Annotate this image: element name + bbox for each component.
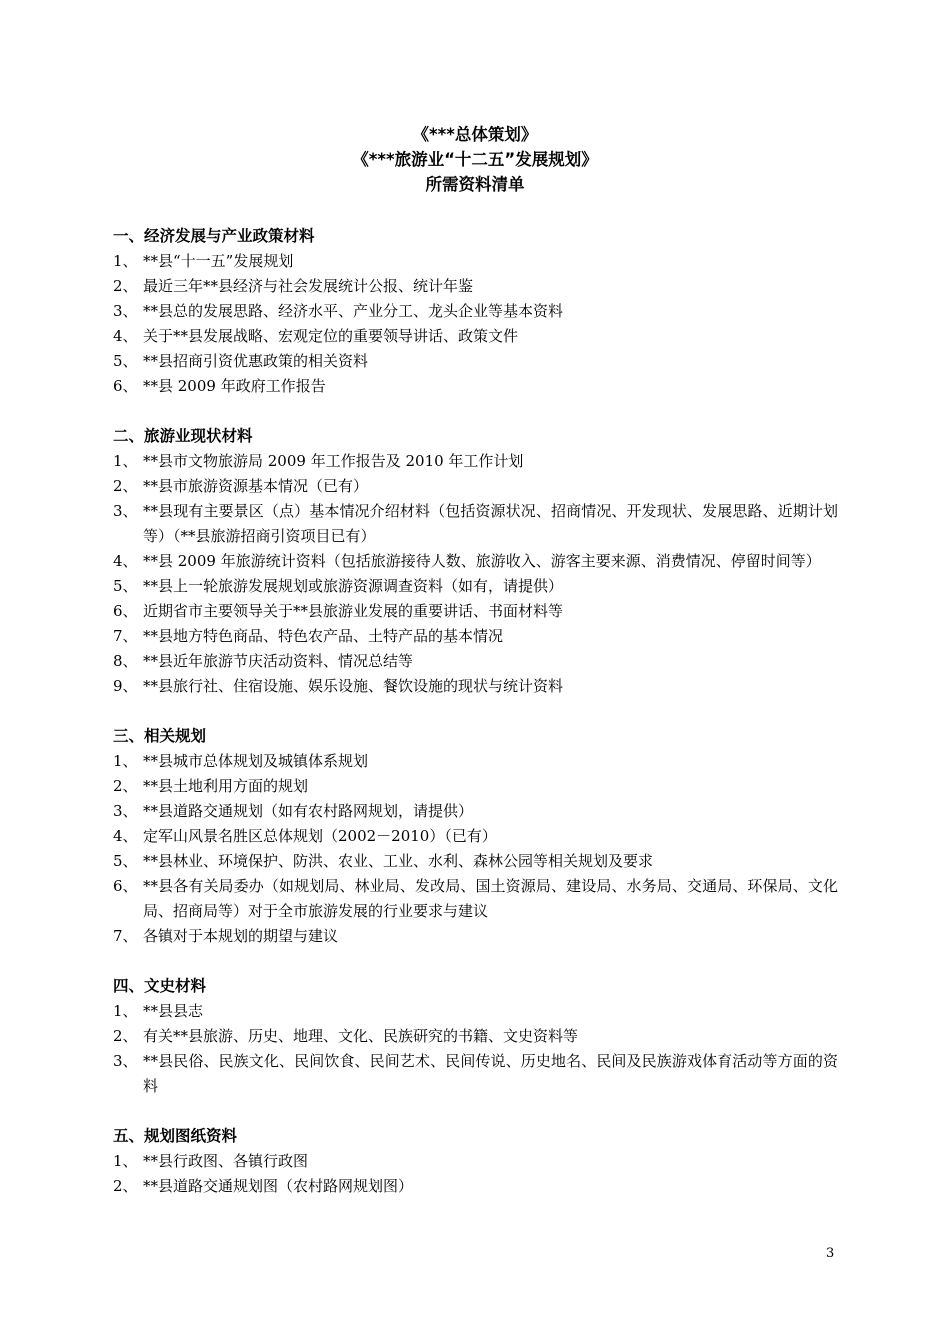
- list-item-number: 7、: [113, 927, 138, 945]
- list-item-number: 5、: [113, 852, 138, 870]
- list-item-number: 2、: [113, 777, 138, 795]
- list-item-text: 各镇对于本规划的期望与建议: [143, 927, 339, 945]
- list-item: [113, 999, 838, 1024]
- section: [113, 724, 838, 949]
- list-item: [113, 449, 838, 474]
- list-item: [113, 1024, 838, 1049]
- section-heading: 四、文史材料: [113, 977, 207, 995]
- list-item: [113, 374, 838, 399]
- list-item-text: **县道路交通规划图（农村路网规划图）: [143, 1177, 414, 1195]
- section: [113, 224, 838, 399]
- list-item: [113, 824, 838, 849]
- list-item-text: **县市旅游资源基本情况（已有）: [143, 477, 369, 495]
- list-item-number: 2、: [113, 277, 138, 295]
- page-number: 3: [826, 1246, 835, 1261]
- list-item: [113, 249, 838, 274]
- list-item-number: 6、: [113, 877, 138, 895]
- list-item: [113, 1049, 838, 1099]
- list-item: [113, 599, 838, 624]
- list-item-text: **县旅行社、住宿设施、娱乐设施、餐饮设施的现状与统计资料: [143, 677, 564, 695]
- title-line-3: 所需资料清单: [425, 175, 525, 194]
- list-item-number: 7、: [113, 627, 138, 645]
- section: [113, 974, 838, 1099]
- list-item-text: **县上一轮旅游发展规划或旅游资源调查资料（如有，请提供）: [143, 577, 564, 595]
- list-item-number: 2、: [113, 1027, 138, 1045]
- list-item-number: 6、: [113, 602, 138, 620]
- section-heading: 二、旅游业现状材料: [113, 427, 253, 445]
- list-item: [113, 924, 838, 949]
- list-item-text: **县林业、环境保护、防洪、农业、工业、水利、森林公园等相关规划及要求: [143, 852, 654, 870]
- document-body: [113, 224, 838, 1224]
- list-item-text: 定军山风景名胜区总体规划（2002－2010）（已有）: [143, 827, 497, 845]
- list-item-text: **县总的发展思路、经济水平、产业分工、龙头企业等基本资料: [143, 302, 564, 320]
- list-item: [113, 674, 838, 699]
- list-item-text: **县民俗、民族文化、民间饮食、民间艺术、民间传说、历史地名、民间及民族游戏体育活动等方面的资料: [143, 1052, 838, 1095]
- list-item: [113, 849, 838, 874]
- list-item-text: **县土地利用方面的规划: [143, 777, 309, 795]
- title-line-2: 《***旅游业“十二五”发展规划》: [352, 150, 598, 169]
- list-item: [113, 299, 838, 324]
- list-item-number: 3、: [113, 302, 138, 320]
- list-item-text: **县道路交通规划（如有农村路网规划，请提供）: [143, 802, 474, 820]
- list-item-number: 5、: [113, 577, 138, 595]
- list-item: [113, 799, 838, 824]
- list-item: [113, 349, 838, 374]
- list-item-text: **县城市总体规划及城镇体系规划: [143, 752, 369, 770]
- list-item-number: 4、: [113, 552, 138, 570]
- list-item-number: 3、: [113, 1052, 138, 1070]
- list-item: [113, 499, 838, 549]
- document-title: [0, 122, 950, 197]
- list-item: [113, 874, 838, 924]
- list-item: [113, 1149, 838, 1174]
- section: [113, 424, 838, 699]
- list-item-number: 2、: [113, 477, 138, 495]
- list-item: [113, 549, 838, 574]
- list-item: [113, 474, 838, 499]
- list-item-text: **县各有关局委办（如规划局、林业局、发改局、国土资源局、建设局、水务局、交通局、环保局、文化局、招商局等）对于全市旅游发展的行业要求与建议: [143, 877, 838, 920]
- section: [113, 1124, 838, 1199]
- list-item-text: **县 2009 年政府工作报告: [143, 377, 326, 395]
- list-item-text: 有关**县旅游、历史、地理、文化、民族研究的书籍、文史资料等: [143, 1027, 579, 1045]
- list-item-text: 最近三年**县经济与社会发展统计公报、统计年鉴: [143, 277, 474, 295]
- list-item: [113, 324, 838, 349]
- list-item-number: 1、: [113, 1152, 138, 1170]
- list-item-text: **县现有主要景区（点）基本情况介绍材料（包括资源状况、招商情况、开发现状、发展思路、近期计划等）（**县旅游招商引资项目已有）: [143, 502, 838, 545]
- list-item-text: **县行政图、各镇行政图: [143, 1152, 309, 1170]
- list-item-number: 3、: [113, 802, 138, 820]
- list-item-text: **县县志: [143, 1002, 204, 1020]
- list-item-text: **县 2009 年旅游统计资料（包括旅游接待人数、旅游收入、游客主要来源、消费情况、停留时间等）: [143, 552, 821, 570]
- list-item-text: **县“十一五”发展规划: [143, 252, 294, 270]
- list-item-text: **县招商引资优惠政策的相关资料: [143, 352, 369, 370]
- list-item-number: 9、: [113, 677, 138, 695]
- section-heading: 三、相关规划: [113, 727, 207, 745]
- list-item-number: 6、: [113, 377, 138, 395]
- list-item-text: 关于**县发展战略、宏观定位的重要领导讲话、政策文件: [143, 327, 519, 345]
- list-item-text: 近期省市主要领导关于**县旅游业发展的重要讲话、书面材料等: [143, 602, 564, 620]
- list-item-text: **县市文物旅游局 2009 年工作报告及 2010 年工作计划: [143, 452, 524, 470]
- section-heading: 一、经济发展与产业政策材料: [113, 227, 315, 245]
- list-item-number: 1、: [113, 752, 138, 770]
- list-item-number: 4、: [113, 827, 138, 845]
- list-item-number: 4、: [113, 327, 138, 345]
- list-item-text: **县近年旅游节庆活动资料、情况总结等: [143, 652, 414, 670]
- list-item-text: **县地方特色商品、特色农产品、土特产品的基本情况: [143, 627, 504, 645]
- list-item: [113, 274, 838, 299]
- title-line-1: 《***总体策划》: [412, 125, 538, 144]
- list-item: [113, 649, 838, 674]
- list-item-number: 1、: [113, 452, 138, 470]
- list-item-number: 5、: [113, 352, 138, 370]
- list-item: [113, 774, 838, 799]
- list-item-number: 3、: [113, 502, 138, 520]
- section-heading: 五、规划图纸资料: [113, 1127, 238, 1145]
- list-item: [113, 574, 838, 599]
- list-item: [113, 1174, 838, 1199]
- list-item-number: 8、: [113, 652, 138, 670]
- list-item-number: 1、: [113, 1002, 138, 1020]
- list-item: [113, 749, 838, 774]
- list-item: [113, 624, 838, 649]
- list-item-number: 2、: [113, 1177, 138, 1195]
- list-item-number: 1、: [113, 252, 138, 270]
